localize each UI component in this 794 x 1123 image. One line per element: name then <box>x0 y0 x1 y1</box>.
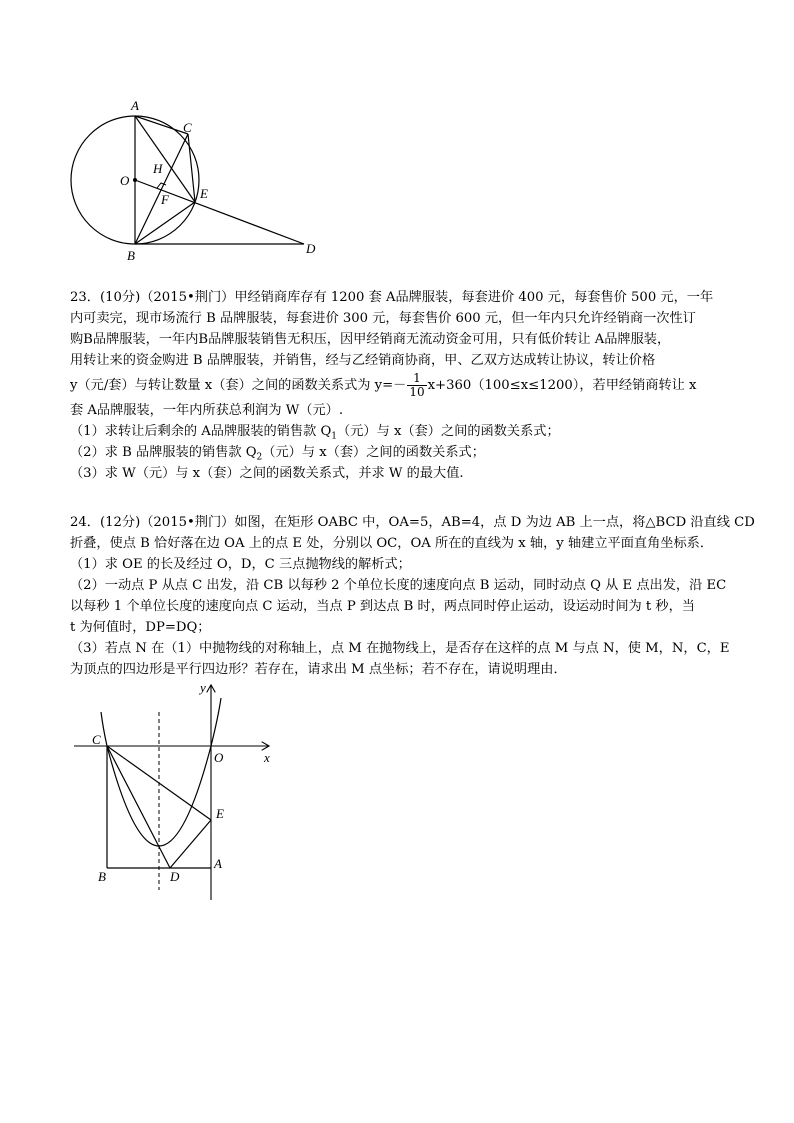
chord-be <box>135 202 195 244</box>
fraction-one-tenth <box>407 372 426 399</box>
figure-parabola-diagram <box>70 678 290 908</box>
label-c: C <box>183 120 192 135</box>
secant-od <box>135 180 304 244</box>
label-a: A <box>131 98 139 113</box>
chord-bc <box>135 134 188 244</box>
q23-part-1-post: （元）与 x（套）之间的函数关系式； <box>337 424 560 439</box>
q23-part-1 <box>70 421 730 442</box>
q24-line-1: 24．(12分)（2015•荆门）如图，在矩形 OABC 中，OA=5，AB=4，点 D 为边 AB 上一点，将△BCD 沿直线 CD <box>70 515 755 530</box>
figure-circle-diagram <box>60 92 330 272</box>
q23-part-3: （3）求 W（元）与 x（套）之间的函数关系式，并求 W 的最大值. <box>70 466 464 481</box>
q24-line-4: （2）一动点 P 从点 C 出发，沿 CB 以每秒 2 个单位长度的速度向点 B 运动，同时动点 Q 从 E 点出发，沿 EC <box>70 578 727 593</box>
center-point <box>133 178 137 182</box>
q23-part-1-sub: 1 <box>331 431 338 442</box>
q23-line-2: 内可卖完，现市场流行 B 品牌服装，每套进价 300 元，每套售价 600 元，但一年内只允许经销商一次性订 <box>70 311 696 326</box>
q23-line-1: 23．(10分)（2015•荆门）甲经销商库存有 1200 套 A品牌服装，每套进价 400 元，每套售价 500 元，一年 <box>70 290 714 305</box>
label-b: B <box>127 248 135 263</box>
q24-line-2: 折叠，使点 B 恰好落在边 OA 上的点 E 处，分别以 OC，OA 所在的直线为 x 轴，y 轴建立平面直角坐标系． <box>70 536 714 551</box>
segment-de <box>170 820 211 868</box>
q24-line-5: 以每秒 1 个单位长度的速度向点 C 运动，当点 P 到达点 B 时，两点同时停止运动，设运动时间为 t 秒，当 <box>70 599 695 614</box>
q23-part-2-pre: （2）求 B 品牌服装的销售款 Q <box>70 445 257 460</box>
question-24 <box>70 512 755 680</box>
label-a: A <box>214 856 222 871</box>
label-d: D <box>170 869 180 884</box>
q24-line-3: （1）求 OE 的长及经过 O，D，C 三点抛物线的解析式； <box>70 557 411 572</box>
label-c: C <box>92 732 101 747</box>
q24-line-8: 为顶点的四边形是平行四边形？若存在，请求出 M 点坐标；若不存在，请说明理由． <box>70 662 567 677</box>
question-23 <box>70 287 730 484</box>
q23-line-6: 套 A品牌服装，一年内所获总利润为 W（元）. <box>70 403 344 418</box>
q23-part-2 <box>70 442 730 463</box>
q23-line-5 <box>70 371 730 400</box>
q23-part-1-pre: （1）求转让后剩余的 A品牌服装的销售款 Q <box>70 424 332 439</box>
label-o: O <box>120 173 130 188</box>
q23-line-3: 购B品牌服装，一年内B品牌服装销售无积压，因甲经销商无流动资金可用，只有低价转让 A品牌服装， <box>70 332 671 347</box>
q23-line-5-post: x+360（100≤x≤1200），若甲经销商转让 x <box>427 378 697 393</box>
label-f: F <box>161 192 169 207</box>
label-o: O <box>214 750 224 765</box>
label-d: D <box>306 241 316 256</box>
fraction-denominator: 10 <box>409 385 425 399</box>
q23-part-2-sub: 2 <box>256 452 263 463</box>
q23-line-4: 用转让来的资金购进 B 品牌服装，并销售，经与乙经销商协商，甲、乙双方达成转让协议，转让价格 <box>70 353 656 368</box>
segment-cd <box>107 746 170 868</box>
q23-part-2-post: （元）与 x（套）之间的函数关系式； <box>262 445 485 460</box>
label-b: B <box>98 869 106 884</box>
label-e: E <box>216 806 224 821</box>
chord-ac <box>135 116 188 134</box>
label-h: H <box>153 161 163 176</box>
q24-line-6: t 为何值时，DP=DQ； <box>70 620 211 635</box>
parabola <box>107 698 221 846</box>
label-x: x <box>264 750 270 765</box>
chord-ce <box>188 134 195 202</box>
q24-line-7: （3）若点 N 在（1）中抛物线的对称轴上，点 M 在抛物线上，是否存在这样的点 M 与点 N，使 M，N，C，E <box>70 641 730 656</box>
label-y: y <box>200 680 206 695</box>
parabola-left-arm <box>101 712 107 746</box>
fraction-numerator: 1 <box>407 372 426 386</box>
q23-line-5-pre: y（元/套）与转让数量 x（套）之间的函数关系式为 y=－ <box>70 378 407 393</box>
label-e: E <box>200 186 208 201</box>
